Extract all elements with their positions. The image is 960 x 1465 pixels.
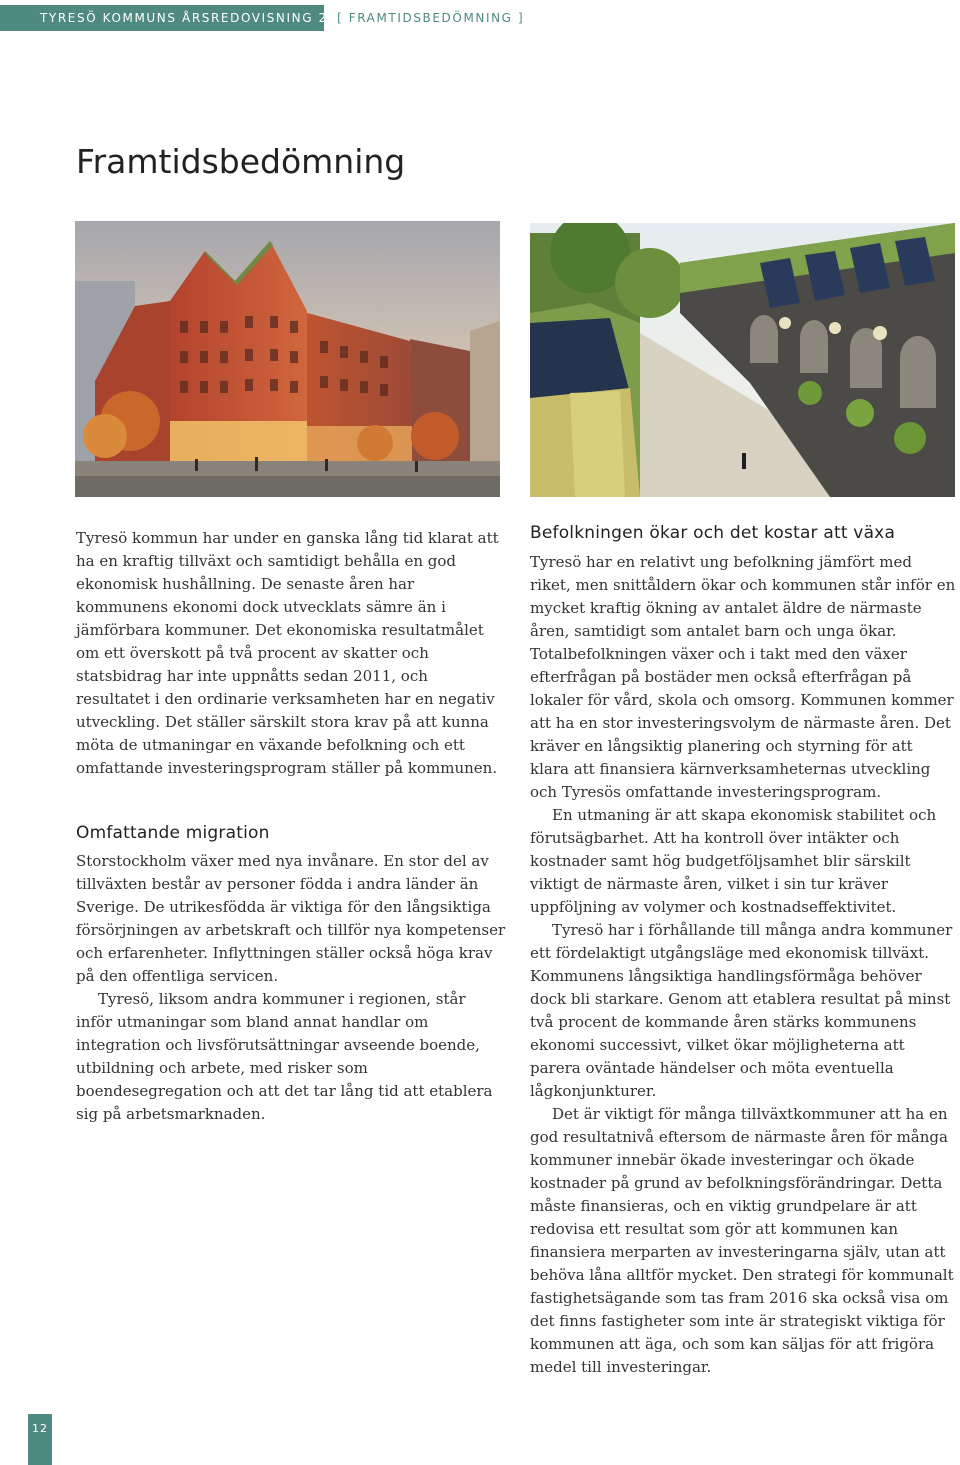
right-column <box>530 521 956 1379</box>
photo-apartment-building <box>75 221 500 497</box>
population-paragraph-2: En utmaning är att skapa ekonomisk stabilitet och förutsägbarhet. Att ha kontroll över intäkter och kostnader samt hög budgetföljsamhet blir särskilt viktigt de närmaste åren, vilket i sin tur kräver uppföljning av volymer och kostnadseffektivitet. <box>530 806 937 916</box>
intro-paragraph: Tyresö kommun har under en ganska lång tid klarat att ha en kraftig tillväxt och samtidigt behålla en god ekonomisk hushållning. De senaste åren har kommunens ekonomi dock utvecklats sämre än i jämförbara kommuner. Det ekonomiska resultatmålet om ett överskott på två procent av skatter och statsbidrag har inte uppnåtts sedan 2011, och resultatet i den ordinarie verksamheten har en negativ utveckling. Det ställer särskilt stora krav på att kunna möta de utmaningar en växande befolkning och ett omfattande investeringsprogram ställer på kommunen. <box>76 529 499 777</box>
heading-befolkningen-okar: Befolkningen ökar och det kostar att växa <box>530 523 896 543</box>
migration-paragraph-1: Storstockholm växer med nya invånare. En stor del av tillväxten består av personer födda i andra länder än Sverige. De utrikesfödda är viktiga för den långsiktiga försörjningen av arbetskraft och tillför nya kompetenser och erfarenheter. Inflyttningen ställer också höga krav på den offentliga servicen. <box>76 852 506 985</box>
left-column <box>76 527 506 1126</box>
report-header-bar <box>0 5 356 31</box>
heading-omfattande-migration: Omfattande migration <box>76 823 270 843</box>
migration-paragraph-2: Tyresö, liksom andra kommuner i regionen, står inför utmaningar som bland annat handlar om integration och livsförutsättningar avseende boende, utbildning och arbete, med risker som boendesegregation och att det tar lång tid att etablera sig på arbetsmarknaden. <box>76 990 493 1123</box>
page-number: 12 <box>28 1414 52 1465</box>
population-paragraph-1: Tyresö har en relativt ung befolkning jämfört med riket, men snittåldern ökar och kommunen står inför en mycket kraftig ökning av antalet äldre de närmaste åren, samtidigt som antalet barn och unga ökar. Totalbefolkningen växer och i takt med den växer efterfrågan på bostäder men också efterfrågan på lokaler för vård, skola och omsorg. Kommunen kommer att ha en stor investeringsvolym de närmaste åren. Det kräver en långsiktig planering och styrning för att klara att finansiera kärnverksamheternas utveckling och Tyresös omfattande investeringsprogram. <box>530 553 956 801</box>
population-paragraph-4: Det är viktigt för många tillväxtkommuner att ha en god resultatnivå eftersom de närmaste åren för många kommuner innebär ökade investeringar och ökade kostnader på grund av befolkningsförändringar. Detta måste finansieras, och en viktig grundpelare är att redovisa ett resultat som gör att kommunen kan finansiera merparten av investeringarna själv, utan att behöva låna alltför mycket. Den strategi för kommunalt fastighetsägande som tas fram 2016 ska också visa om det finns fastigheter som inte är strategiskt viktiga för kommunen att äga, och som kan säljas för att frigöra medel till investeringar. <box>530 1105 954 1376</box>
photo-green-roof-row-houses <box>530 223 955 497</box>
report-title: TYRESÖ KOMMUNS ÅRSREDOVISNING 2015 <box>40 11 356 25</box>
population-paragraph-3: Tyresö har i förhållande till många andra kommuner ett fördelaktigt utgångsläge med ekonomisk tillväxt. Kommunens långsiktiga handlingsförmåga behöver dock bli starkare. Genom att etablera resultat på minst två procent de kommande åren stärks kommunens ekonomi successivt, vilket ökar möjligheterna att parera oväntade händelser och möta eventuella lågkonjunkturer. <box>530 921 953 1100</box>
section-label: [ FRAMTIDSBEDÖMNING ] <box>337 11 525 25</box>
page-title: Framtidsbedömning <box>76 142 406 181</box>
